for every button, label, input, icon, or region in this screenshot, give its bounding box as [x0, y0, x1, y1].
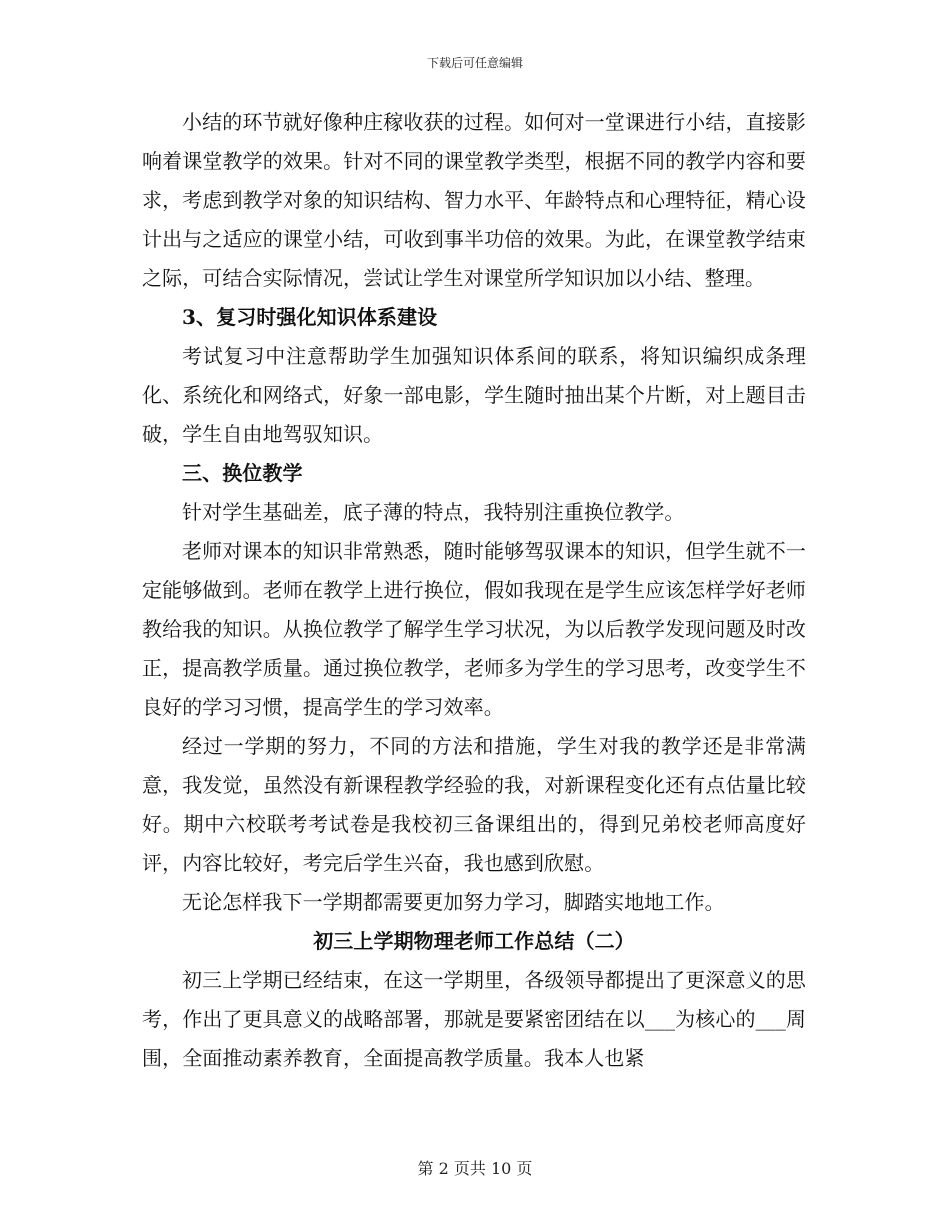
- section-heading-review: 3、复习时强化知识体系建设: [182, 305, 438, 329]
- paragraph-results: 经过一学期的努力，不同的方法和措施，学生对我的教学还是非常满意，我发觉，虽然没有新课程教学经验的我，对新课程变化还有点估量比较好。期中六校联考考试卷是我校初三备课组出的，得到兄弟校老师高度好评，内容比较好，考完后学生兴奋，我也感到欣慰。: [142, 734, 806, 875]
- section-heading-role-swap: 三、换位教学: [182, 461, 303, 485]
- page-header: 下载后可任意编辑: [426, 56, 523, 70]
- paragraph-role-swap-detail: 老师对课本的知识非常熟悉，随时能够驾驭课本的知识，但学生就不一定能够做到。老师在教学上进行换位，假如我现在是学生应该怎样学好老师教给我的知识。从换位教学了解学生学习状况，为以后教学发现问题及时改正，提高教学质量。通过换位教学，老师多为学生的学习思考，改变学生不良好的学习习惯，提高学生的学习效率。: [142, 539, 806, 719]
- page-footer: 第 2 页共 10 页: [417, 1159, 533, 1178]
- document-title-part-two: 初三上学期物理老师工作总结（二）: [313, 929, 635, 953]
- paragraph-closing: 无论怎样我下一学期都需要更加努力学习，脚踏实地地工作。: [182, 890, 725, 914]
- paragraph-review: 考试复习中注意帮助学生加强知识体系间的联系，将知识编织成条理化、系统化和网络式，好象一部电影，学生随时抽出某个片断，对上题目击破，学生自由地驾驭知识。: [142, 344, 806, 446]
- paragraph-summary: 小结的环节就好像种庄稼收获的过程。如何对一堂课进行小结，直接影响着课堂教学的效果。针对不同的课堂教学类型，根据不同的教学内容和要求，考虑到教学对象的知识结构、智力水平、年龄特点和心理特征，精心设计出与之适应的课堂小结，可收到事半功倍的效果。为此，在课堂教学结束之际，可结合实际情况，尝试让学生对课堂所学知识加以小结、整理。: [142, 110, 806, 290]
- paragraph-part-two-intro: 初三上学期已经结束，在这一学期里，各级领导都提出了更深意义的思考，作出了更具意义的战略部署，那就是要紧密团结在以___为核心的___周围，全面推动素养教育，全面提高教学质量。我本人也紧: [142, 968, 806, 1070]
- document-body: [142, 103, 806, 1078]
- paragraph-role-swap-intro: 针对学生基础差，底子薄的特点，我特别注重换位教学。: [182, 500, 685, 524]
